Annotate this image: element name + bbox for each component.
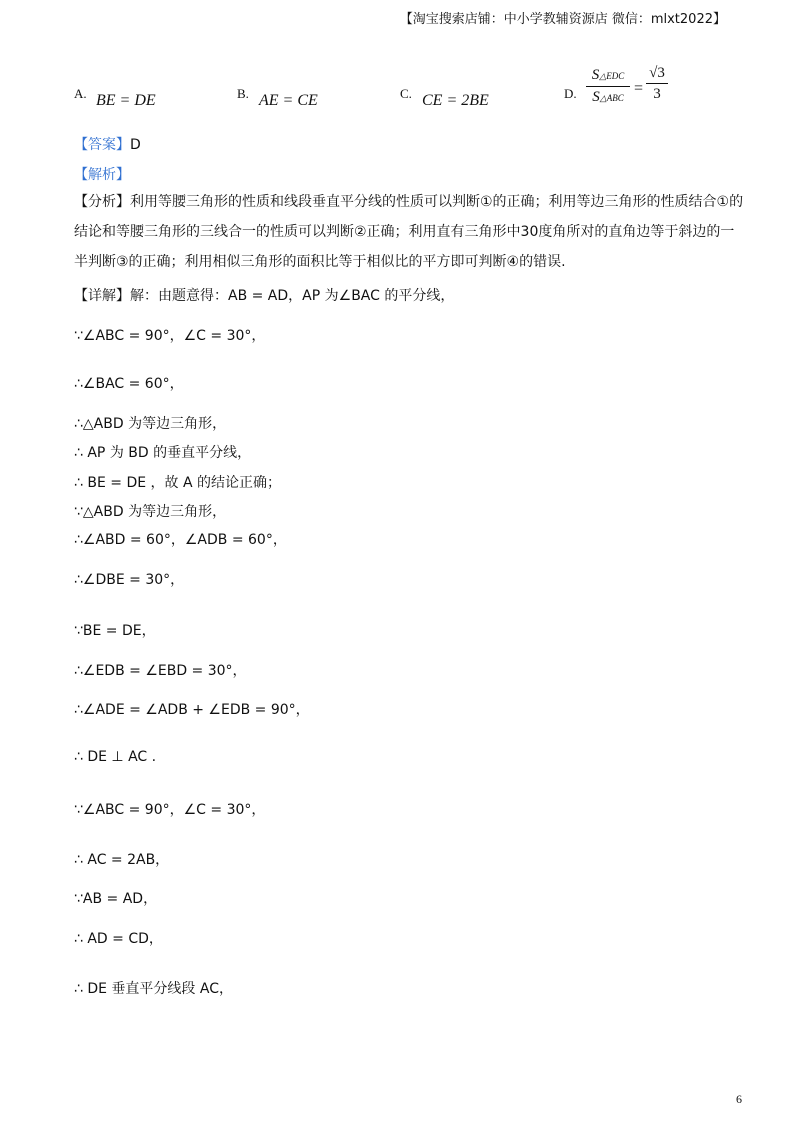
page-header: 【淘宝搜索店铺：中小学教辅资源店 微信：mlxt2022】 xyxy=(399,12,726,27)
step-line: ∴ DE 垂直平分线段 AC， xyxy=(74,981,233,997)
step-line: ∴ AC = 2AB， xyxy=(74,852,170,868)
step-line: ∵∠ABC = 90°，∠C = 30°， xyxy=(74,802,266,818)
option-d-den: S xyxy=(592,89,600,105)
option-d-rden: 3 xyxy=(653,86,661,102)
step-line: ∵BE = DE， xyxy=(74,623,156,639)
option-a-expr: BE = DE xyxy=(96,92,156,109)
option-d-equals: = xyxy=(634,80,644,97)
step-line: ∵∠ABC = 90°，∠C = 30°， xyxy=(74,328,266,344)
analysis-label: 【解析】 xyxy=(74,167,130,183)
option-b-expr: AE = CE xyxy=(259,92,318,109)
option-d-num: S xyxy=(591,67,600,83)
option-b-letter: B. xyxy=(237,86,249,101)
option-d-rnum: √3 xyxy=(649,65,665,81)
option-c-letter: C. xyxy=(400,86,412,101)
answer-value: D xyxy=(130,137,141,153)
option-a-letter: A. xyxy=(74,86,87,101)
step-line: ∵AB = AD， xyxy=(74,891,158,907)
step-line: ∴∠DBE = 30°， xyxy=(74,572,185,588)
step-line: ∵△ABD 为等边三角形， xyxy=(74,504,227,520)
step-line: ∴∠BAC = 60°， xyxy=(74,376,184,392)
option-d-right-fraction xyxy=(646,64,668,103)
step-line: ∴∠ABD = 60°，∠ADB = 60°， xyxy=(74,532,287,548)
step-line: 【详解】解：由题意得：AB = AD，AP 为∠BAC 的平分线， xyxy=(74,288,455,304)
step-line: ∴△ABD 为等边三角形， xyxy=(74,416,227,432)
option-d-num-sub: △EDC xyxy=(599,71,625,81)
step-line: ∴ DE ⊥ AC . xyxy=(74,749,157,765)
answer-line xyxy=(74,134,141,154)
step-line: ∴ BE = DE ，故 A 的结论正确； xyxy=(74,475,281,491)
step-line: ∴ AD = CD， xyxy=(74,931,163,947)
analysis-paragraph: 【分析】利用等腰三角形的性质和线段垂直平分线的性质可以判断①的正确；利用等边三角形的性质结合①的结论和等腰三角形的三线合一的性质可以判断②正确；利用直有三角形中30度角所对的直角边等于斜边的一半判断③的正确；利用相似三角形的面积比等于相似比的平方即可判断④的错误. xyxy=(74,194,744,270)
option-d-letter: D. xyxy=(564,86,577,101)
step-line: ∴∠EDB = ∠EBD = 30°， xyxy=(74,663,247,679)
page-number: 6 xyxy=(736,1092,742,1106)
option-c-expr: CE = 2BE xyxy=(422,92,489,109)
option-d-den-sub: △ABC xyxy=(599,93,624,103)
step-line: ∴ AP 为 BD 的垂直平分线， xyxy=(74,445,252,461)
option-d-left-fraction xyxy=(586,66,630,107)
step-line: ∴∠ADE = ∠ADB + ∠EDB = 90°， xyxy=(74,702,310,718)
answer-label: 【答案】 xyxy=(74,137,130,153)
